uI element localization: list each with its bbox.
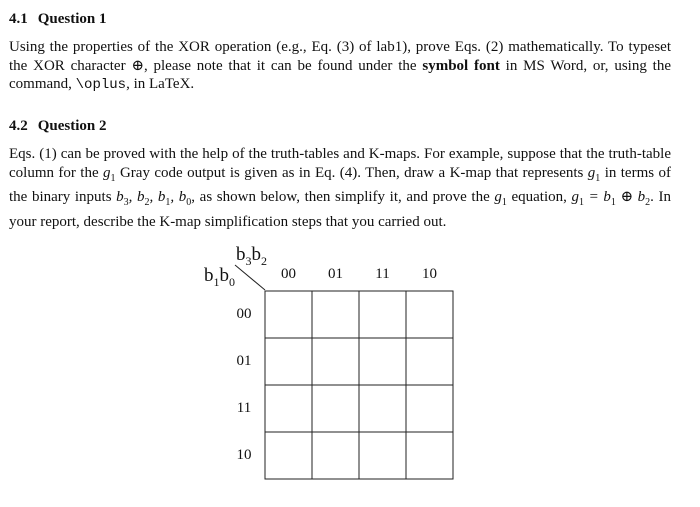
kmap-cell-01-01 [312, 338, 359, 385]
math-equation: $g_1 = b_1$ ⊕ $b_2$ [571, 189, 651, 208]
body-text: Gray code output is given as in Eq. (4). Then, draw a K-map that represents [115, 164, 588, 181]
kmap-column-label: 00 [281, 266, 296, 282]
section-number: 4.2 [9, 118, 28, 134]
kmap-row-label: 00 [236, 305, 252, 322]
body-text: in terms of the binary inputs [9, 164, 671, 205]
body-text: . In your report, describe the K-map simplification steps that you carried out. [9, 189, 672, 230]
section-4-1-heading [9, 10, 107, 28]
kmap-cell-11-01 [312, 385, 359, 432]
math-g1: $g_1$ [587, 164, 601, 184]
math-g1: $g_1$ [494, 189, 507, 208]
section-4-2-body [9, 145, 671, 231]
kmap-row-variable: $b_1b_0$ [204, 265, 235, 289]
kmap-cell-00-00 [265, 291, 312, 338]
section-title: Question 1 [37, 11, 107, 27]
kmap-cell-01-10 [406, 338, 453, 385]
latex-command: \oplus [75, 77, 127, 93]
kmap-column-variable: $b_3b_2$ [236, 244, 267, 268]
kmap-cell-00-11 [359, 291, 406, 338]
kmap-cell-01-00 [265, 338, 312, 385]
section-4-1-body [9, 38, 671, 95]
body-text: , in LaTeX. [126, 76, 195, 92]
body-text: in MS Word, or, using the command, [9, 57, 671, 92]
kmap-cell-11-00 [265, 385, 312, 432]
body-bold-text: symbol font [422, 57, 500, 74]
section-4-2-heading [9, 117, 107, 135]
kmap-row-label: 11 [236, 399, 252, 416]
kmap-cell-10-01 [312, 432, 359, 479]
body-text: equation, [506, 189, 572, 205]
kmap-cell-10-10 [406, 432, 453, 479]
math-g1: $g_1$ [103, 164, 116, 184]
kmap-row-label: 10 [236, 446, 252, 463]
kmap-row-label: 01 [236, 352, 252, 369]
kmap-cell-01-11 [359, 338, 406, 385]
kmap-cell-10-11 [359, 432, 406, 479]
section-title: Question 2 [37, 118, 107, 134]
body-text: Using the properties of the XOR operation (e.g., Eq. (3) of lab1), prove Eqs. (2) mathematically. To typeset the XOR character ⊕, please note that it can be found under the [9, 39, 671, 74]
kmap-column-label: 11 [375, 266, 390, 282]
body-text: Eqs. (1) can be proved with the help of the truth-tables and K-maps. For example, suppose that the truth-table column for the [9, 146, 671, 181]
kmap-cell-11-10 [406, 385, 453, 432]
kmap-column-label: 10 [422, 266, 437, 282]
body-text: , as shown below, then simplify it, and prove the [191, 189, 495, 205]
kmap-cell-00-10 [406, 291, 453, 338]
kmap-cell-00-01 [312, 291, 359, 338]
section-number: 4.1 [9, 11, 28, 27]
kmap-column-label: 01 [328, 266, 343, 282]
math-inputs: $b_3$, $b_2$, $b_1$, $b_0$ [116, 189, 192, 208]
kmap-cell-11-11 [359, 385, 406, 432]
kmap-cell-10-00 [265, 432, 312, 479]
